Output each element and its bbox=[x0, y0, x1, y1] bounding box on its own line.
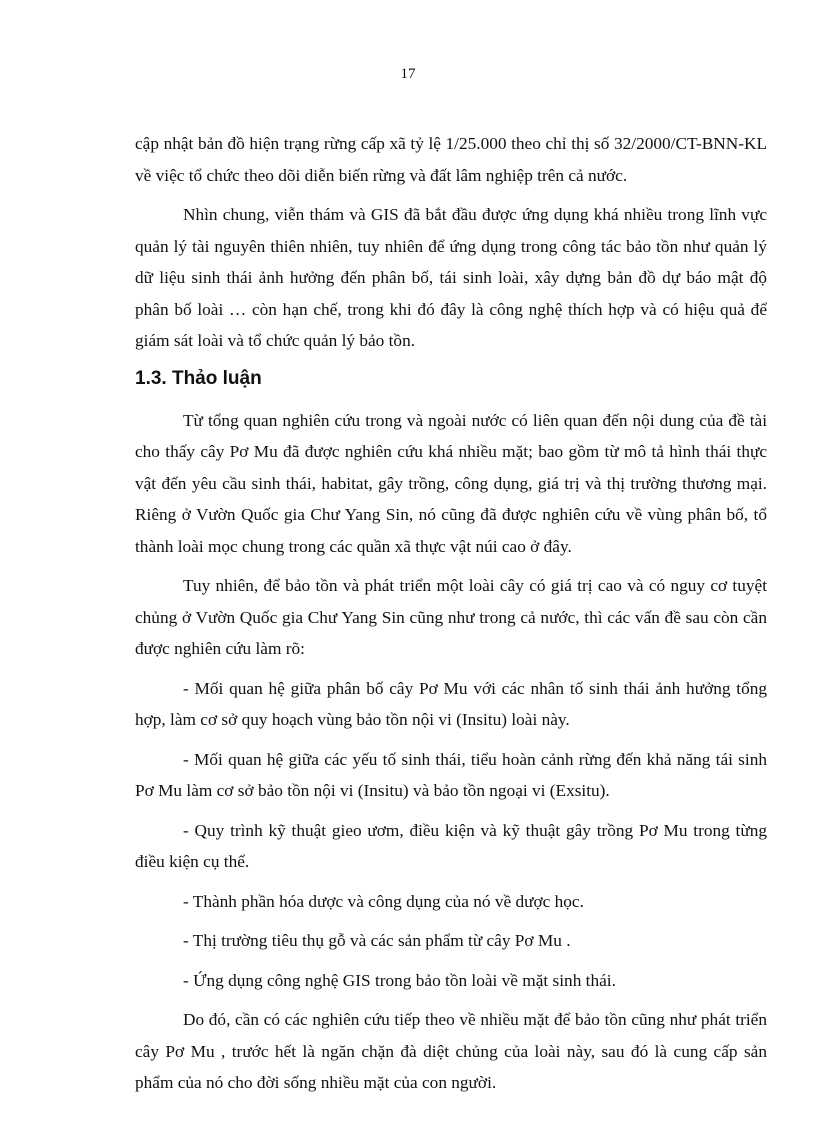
paragraph-research-summary: Từ tổng quan nghiên cứu trong và ngoài nước có liên quan đến nội dung của đề tài cho thấy cây Pơ Mu đã được nghiên cứu khá nhiều mặt; bao gồm từ mô tả hình thái thực vật đến yêu cầu sinh thái, habitat, gây trồng, công dụng, giá trị và thị trường thương mại. Riêng ở Vườn Quốc gia Chư Yang Sin, nó cũng đã được nghiên cứu về vùng phân bố, tổ thành loài mọc chung trong các quần xã thực vật núi cao ở đây. bbox=[135, 410, 767, 556]
section-heading: 1.3. Thảo luận bbox=[135, 367, 262, 389]
paragraph-continued: cập nhật bản đồ hiện trạng rừng cấp xã tỷ lệ 1/25.000 theo chỉ thị số 32/2000/CT-BNN-KL về việc tổ chức theo dõi diễn biến rừng và đất lâm nghiệp trên cả nước. bbox=[135, 134, 767, 185]
paragraph-conclusion: Do đó, cần có các nghiên cứu tiếp theo về nhiều mặt để bảo tồn cũng như phát triển cây Pơ Mu , trước hết là ngăn chặn đà diệt chủng của loài này, sau đó là cung cấp sản phẩm của nó cho đời sống nhiều mặt của con người. bbox=[135, 1010, 767, 1092]
paragraph-gis-overview: Nhìn chung, viễn thám và GIS đã bắt đầu được ứng dụng khá nhiều trong lĩnh vực quản lý tài nguyên thiên nhiên, tuy nhiên để ứng dụng trong công tác bảo tồn như quản lý dữ liệu sinh thái ảnh hưởng đến phân bố, tái sinh loài, xây dựng bản đồ dự báo mật độ phân bố loài … còn hạn chế, trong khi đó đây là công nghệ thích hợp và có hiệu quả để giám sát loài và tổ chức quản lý bảo tồn. bbox=[135, 205, 767, 350]
page-body bbox=[135, 128, 767, 1107]
list-item: - Thành phần hóa dược và công dụng của nó về dược học. bbox=[183, 891, 584, 911]
list-item: - Thị trường tiêu thụ gỗ và các sản phẩm từ cây Pơ Mu . bbox=[183, 931, 571, 950]
page-number: 17 bbox=[400, 66, 416, 82]
paragraph-open-issues: Tuy nhiên, để bảo tồn và phát triển một loài cây có giá trị cao và có nguy cơ tuyệt chủng ở Vườn Quốc gia Chư Yang Sin cũng như trong cả nước, thì các vấn đề sau còn cần được nghiên cứu làm rõ: bbox=[135, 576, 767, 658]
list-item: - Ứng dụng công nghệ GIS trong bảo tồn loài về mặt sinh thái. bbox=[183, 970, 616, 990]
list-item: - Quy trình kỹ thuật gieo ươm, điều kiện và kỹ thuật gây trồng Pơ Mu trong từng điều kiện cụ thể. bbox=[135, 820, 767, 871]
list-item: - Mối quan hệ giữa phân bố cây Pơ Mu với các nhân tố sinh thái ảnh hưởng tổng hợp, làm cơ sở quy hoạch vùng bảo tồn nội vi (Insitu) loài này. bbox=[135, 678, 767, 729]
list-item: - Mối quan hệ giữa các yếu tố sinh thái, tiểu hoàn cảnh rừng đến khả năng tái sinh Pơ Mu làm cơ sở bảo tồn nội vi (Insitu) và bảo tồn ngoại vi (Exsitu). bbox=[135, 749, 767, 800]
